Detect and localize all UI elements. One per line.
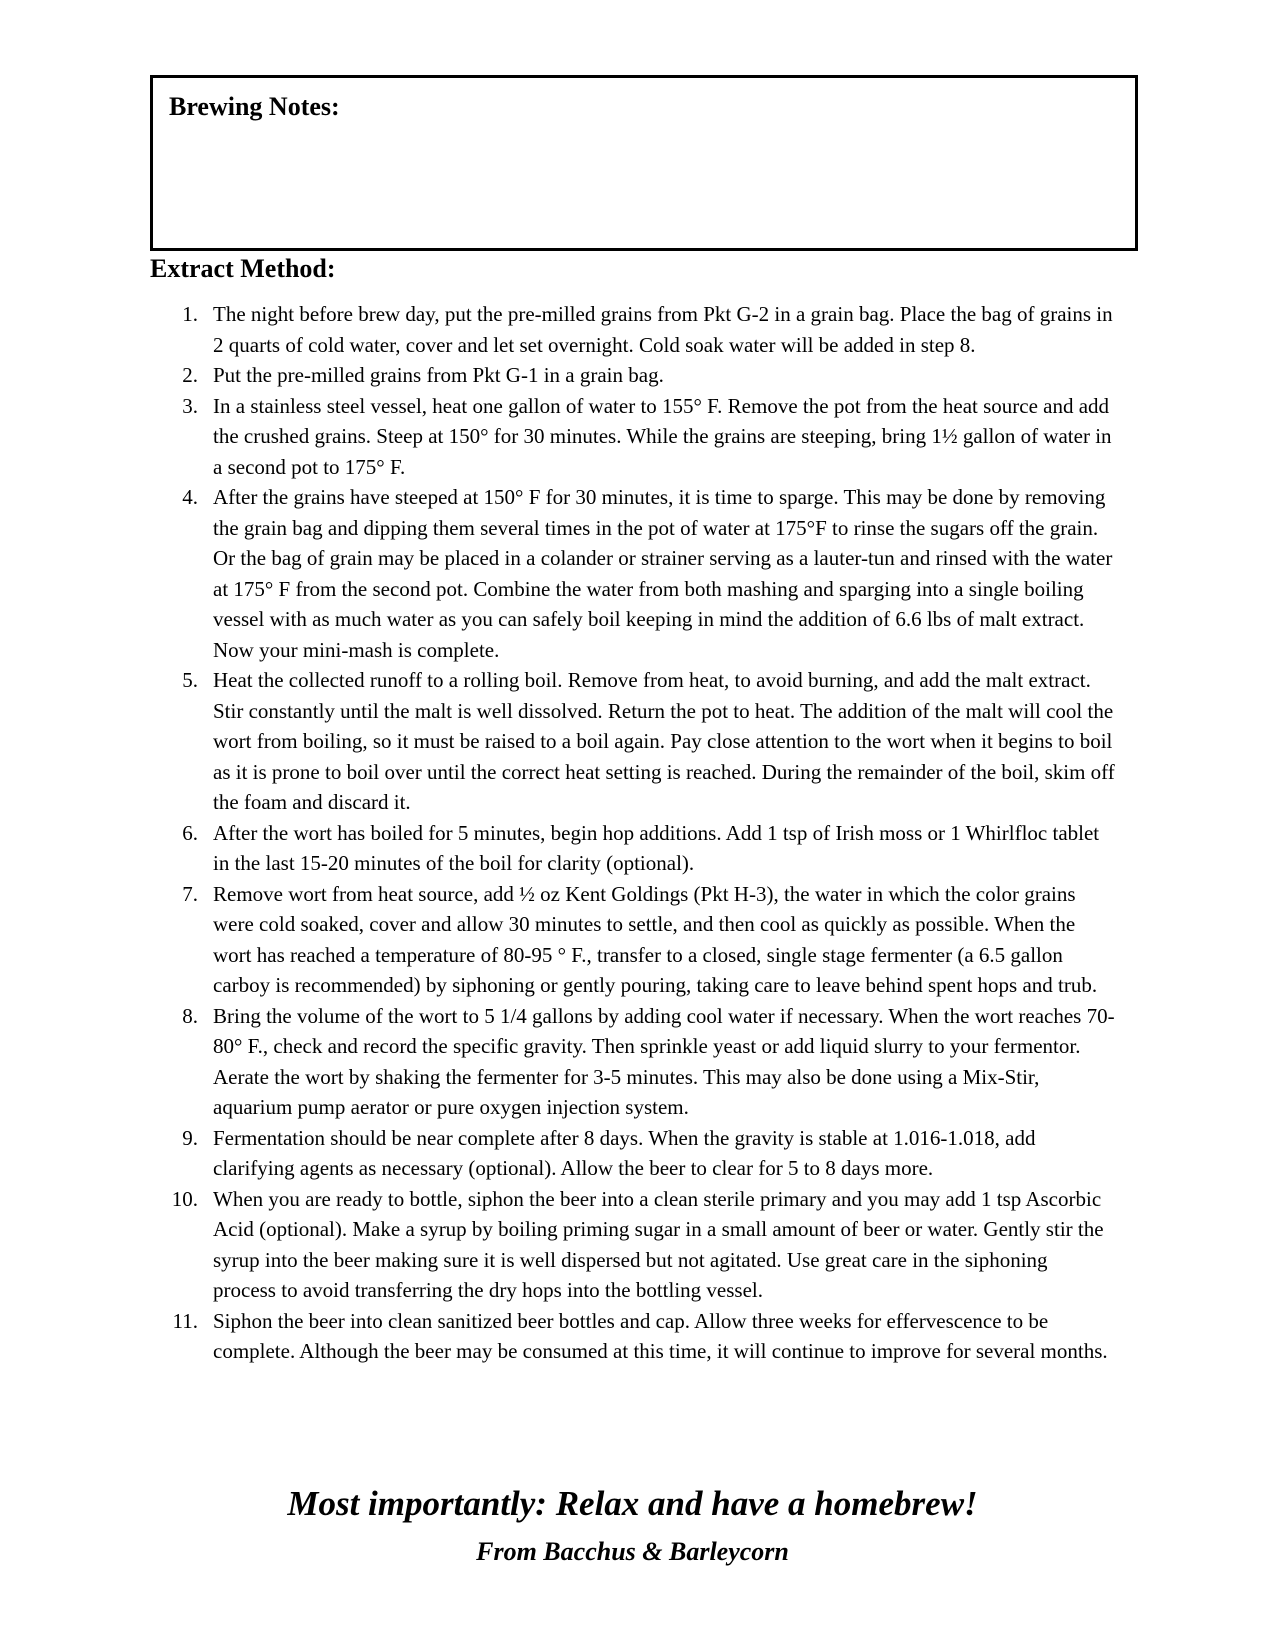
- step-text: Heat the collected runoff to a rolling boil. Remove from heat, to avoid burning, and add the malt extract. Stir constantly until the malt is well dissolved. Return the pot to heat. The addition of the malt will cool the wort from boiling, so it must be raised to a boil again. Pay close attention to the wort when it begins to boil as it is prone to boil over until the correct heat setting is reached. During the remainder of the boil, skim off the foam and discard it.: [213, 668, 1121, 814]
- step-number: 4.: [182, 485, 198, 509]
- step-item: [150, 818, 1115, 879]
- step-text: Siphon the beer into clean sanitized beer bottles and cap. Allow three weeks for effervescence to be complete. Although the beer may be consumed at this time, it will continue to improve for several months.: [213, 1308, 1108, 1363]
- step-item: [150, 482, 1118, 665]
- step-text: After the wort has boiled for 5 minutes, begin hop additions. Add 1 tsp of Irish moss or 1 Whirlfloc tablet in the last 15-20 minutes of the boil for clarity (optional).: [213, 820, 1105, 875]
- step-number: 5.: [182, 668, 198, 692]
- step-text: Bring the volume of the wort to 5 1/4 gallons by adding cool water if necessary. When the wort reaches 70-80° F., check and record the specific gravity. Then sprinkle yeast or add liquid slurry to your fermentor. Aerate the wort by shaking the fermenter for 3-5 minutes. This may also be done using a Mix-Stir, aquarium pump aerator or pure oxygen injection system.: [213, 1003, 1115, 1119]
- step-text: Fermentation should be near complete after 8 days. When the gravity is stable at 1.016-1.018, add clarifying agents as necessary (optional). Allow the beer to clear for 5 to 8 days more.: [213, 1125, 1041, 1180]
- closing-tagline: Most importantly: Relax and have a homebrew!: [287, 1484, 978, 1523]
- step-number: 6.: [182, 820, 198, 845]
- step-item: [150, 1001, 1115, 1123]
- step-text: The night before brew day, put the pre-milled grains from Pkt G-2 in a grain bag. Place the bag of grains in 2 quarts of cold water, cover and let set overnight. Cold soak water will be added in step 8.: [213, 302, 1118, 357]
- step-item: [150, 299, 1118, 360]
- brewing-notes-label: Brewing Notes:: [169, 92, 340, 121]
- step-item: [150, 391, 1115, 483]
- closing-attribution: From Bacchus & Barleycorn: [476, 1537, 789, 1566]
- brewing-notes-box: [150, 75, 1138, 251]
- step-text: Put the pre-milled grains from Pkt G-1 in a grain bag.: [213, 363, 664, 387]
- step-item: [150, 1123, 1115, 1184]
- step-text: Remove wort from heat source, add ½ oz Kent Goldings (Pkt H-3), the water in which the color grains were cold soaked, cover and allow 30 minutes to settle, and then cool as quickly as possible. When the wort has reached a temperature of 80-95 ° F., transfer to a closed, single stage fermenter (a 6.5 gallon carboy is recommended) by siphoning or gently pouring, taking care to leave behind spent hops and trub.: [213, 881, 1098, 997]
- step-number: 1.: [182, 302, 198, 326]
- step-number: 7.: [182, 881, 198, 906]
- step-text: After the grains have steeped at 150° F for 30 minutes, it is time to sparge. This may be done by removing the grain bag and dipping them several times in the pot of water at 175°F to rinse the sugars off the grain. Or the bag of grain may be placed in a colander or strainer serving as a lauter-tun and rinsed with the water at 175° F from the second pot. Combine the water from both mashing and sparging into a single boiling vessel with as much water as you can safely boil keeping in mind the addition of 6.6 lbs of malt extract. Now your mini-mash is complete.: [213, 485, 1118, 662]
- step-number: 8.: [182, 1003, 198, 1028]
- step-item: [150, 665, 1121, 818]
- step-text: In a stainless steel vessel, heat one gallon of water to 155° F. Remove the pot from the heat source and add the crushed grains. Steep at 150° for 30 minutes. While the grains are steeping, bring 1½ gallon of water in a second pot to 175° F.: [213, 393, 1117, 479]
- section-heading: Extract Method:: [150, 254, 336, 283]
- step-item: [150, 1184, 1115, 1306]
- extract-method-steps: [150, 299, 1121, 1367]
- step-item: [150, 1306, 1115, 1367]
- step-number: 3.: [182, 393, 198, 418]
- step-number: 9.: [182, 1125, 198, 1150]
- closing-message: [150, 1484, 1115, 1567]
- step-item: [150, 360, 1115, 391]
- step-text: When you are ready to bottle, siphon the beer into a clean sterile primary and you may add 1 tsp Ascorbic Acid (optional). Make a syrup by boiling priming sugar in a small amount of beer or water. Gently stir the syrup into the beer making sure it is well dispersed but not agitated. Use great care in the siphoning process to avoid transferring the dry hops into the bottling vessel.: [213, 1186, 1109, 1302]
- step-number: 2.: [182, 363, 198, 387]
- step-item: [150, 879, 1115, 1001]
- step-number: 10.: [171, 1186, 198, 1211]
- step-number: 11.: [172, 1308, 198, 1333]
